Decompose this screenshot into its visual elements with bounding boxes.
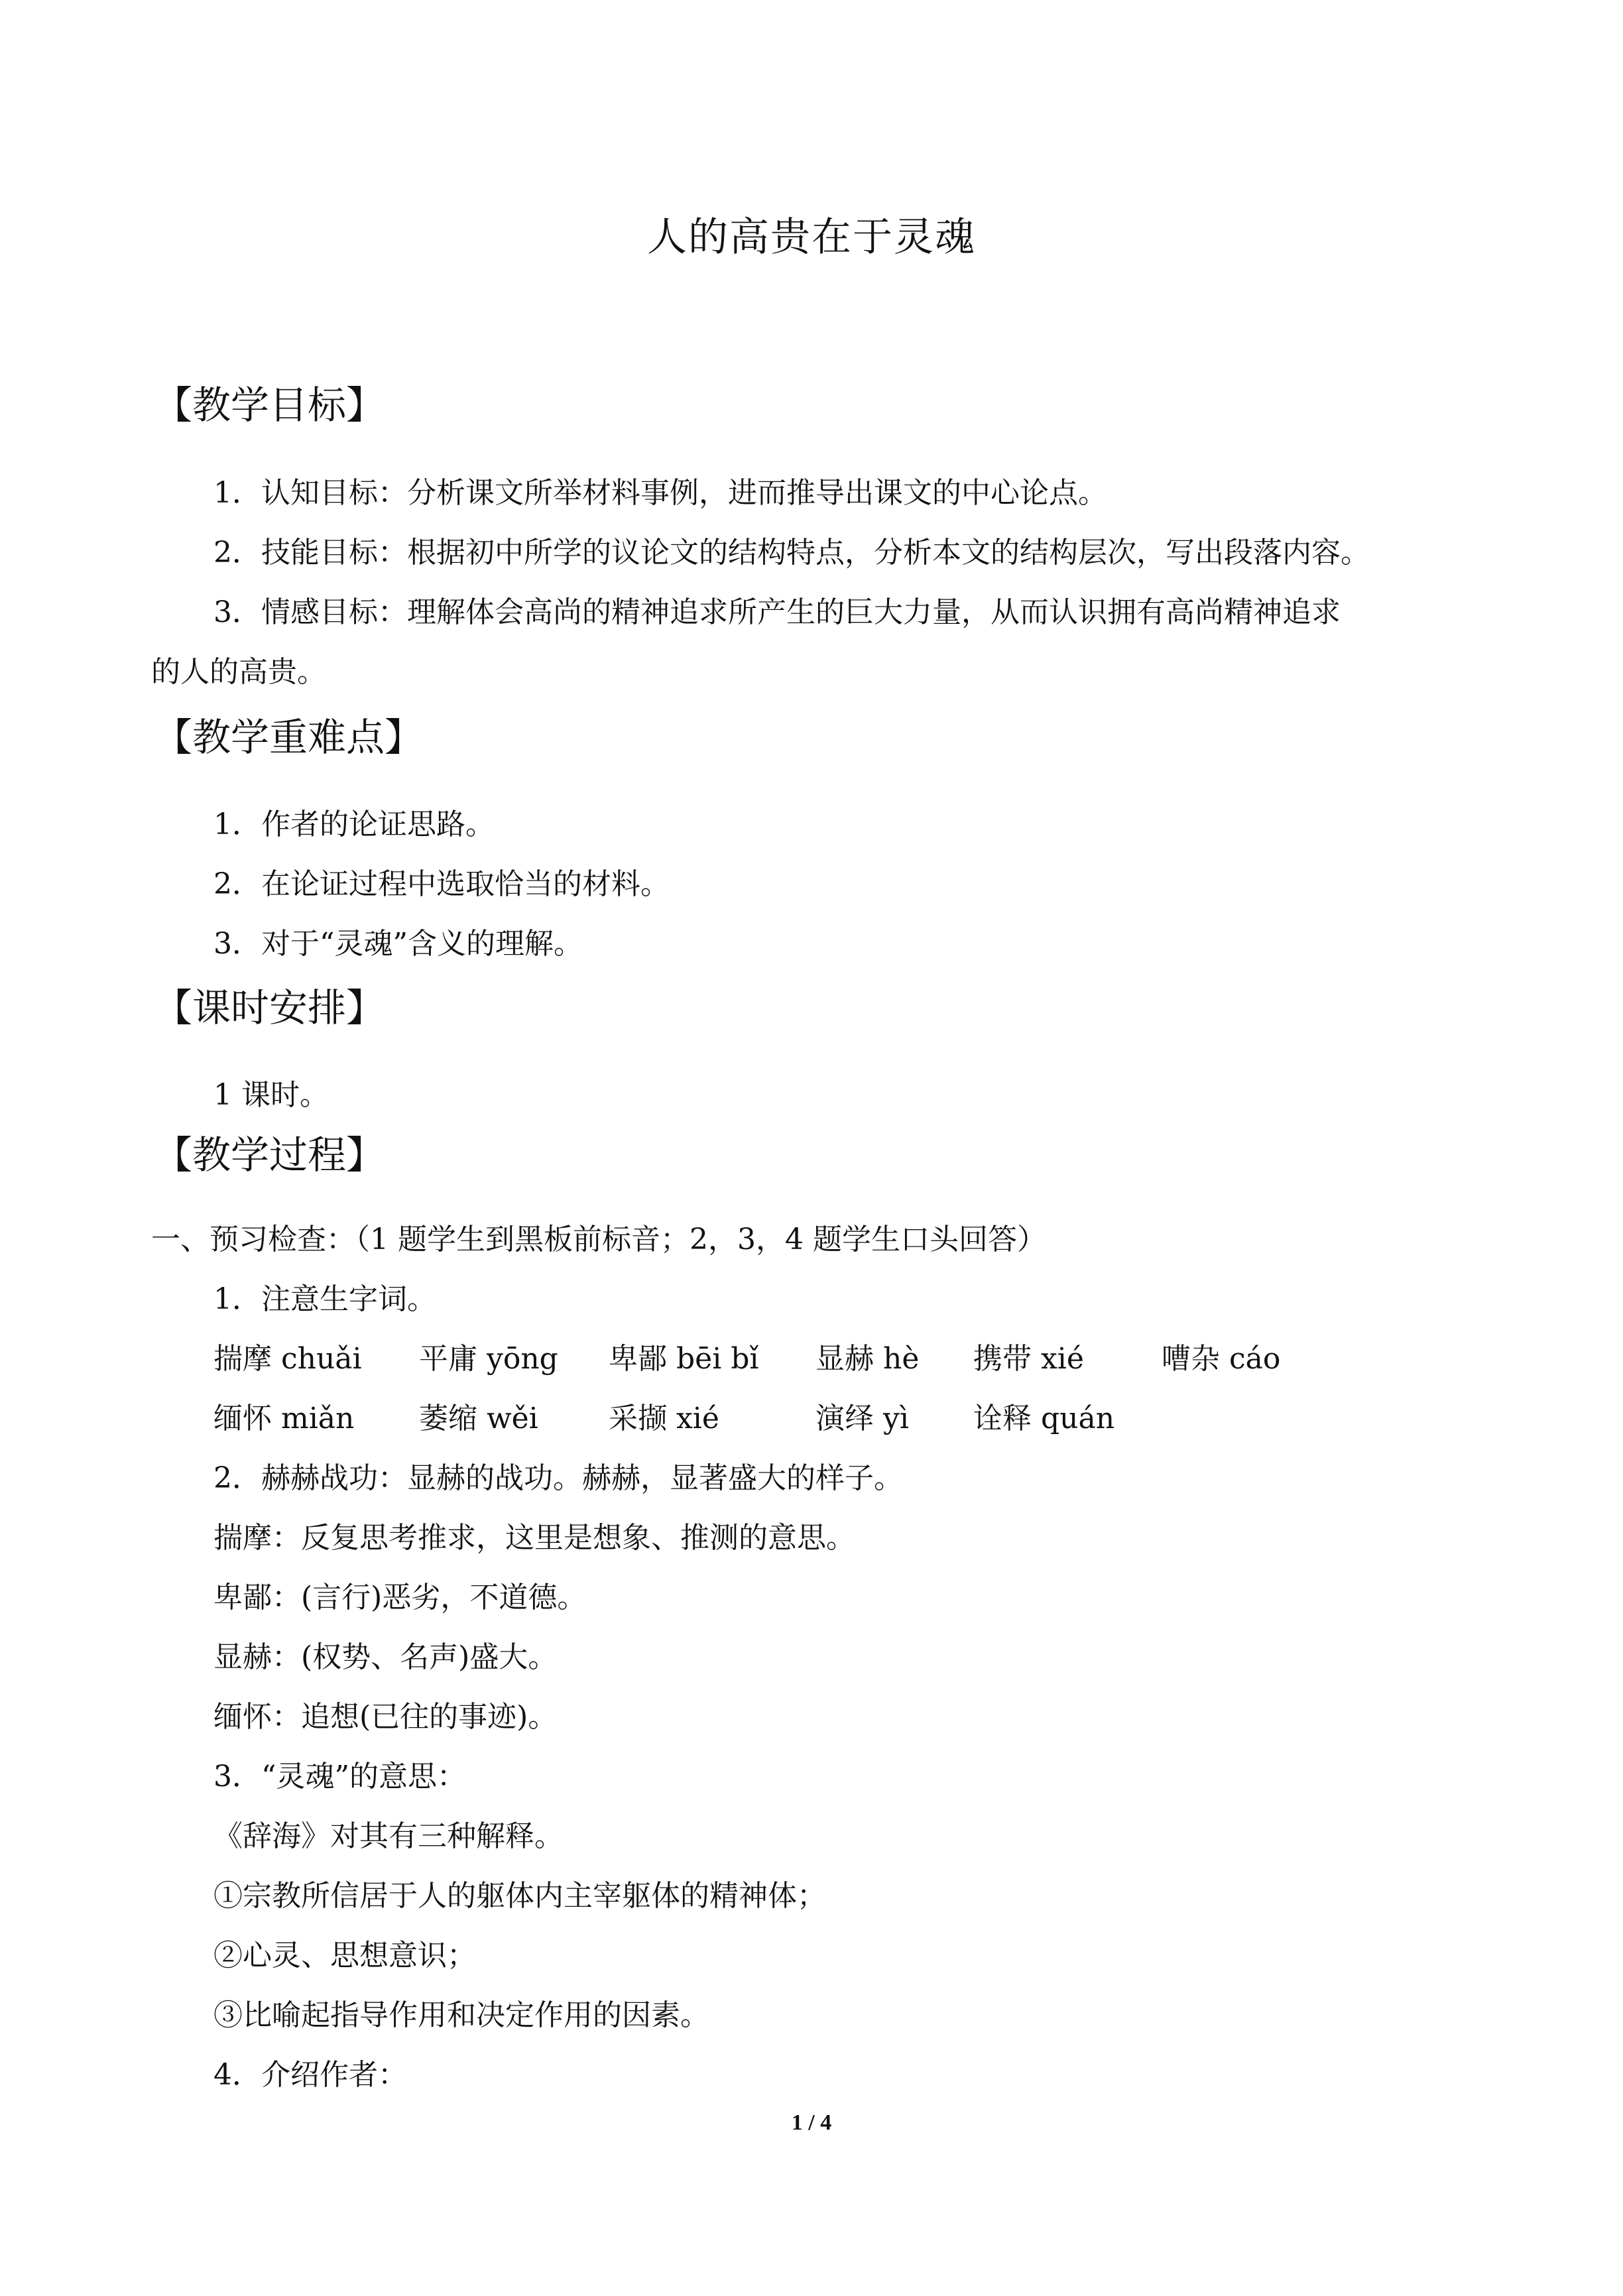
definition-line: 显赫：(权势、名声)盛大。	[213, 1640, 558, 1674]
definition-line: 缅怀：追想(已往的事迹)。	[213, 1700, 558, 1734]
vocab-word: 诠释 quán	[973, 1402, 1115, 1435]
vocab-word: 采撷 xié	[609, 1402, 719, 1435]
process-intro: 一、预习检查：（1 题学生到黑板前标音；2，3，4 题学生口头回答）	[151, 1223, 1046, 1256]
objective-item: 3．情感目标：理解体会高尚的精神追求所产生的巨大力量，从而认识拥有高尚精神追求	[213, 595, 1341, 629]
vocab-word: 卑鄙 bēi bǐ	[609, 1342, 759, 1376]
objective-item-continued: 的人的高贵。	[151, 655, 326, 689]
definition-line: 卑鄙：(言行)恶劣，不道德。	[213, 1581, 587, 1614]
objective-item: 2．技能目标：根据初中所学的议论文的结构特点，分析本文的结构层次，写出段落内容。	[213, 536, 1370, 570]
section-heading-process: 【教学过程】	[154, 1132, 385, 1178]
definition-line: ②心灵、思想意识；	[213, 1939, 476, 1972]
page-number: 1 / 4	[791, 2110, 832, 2135]
document-title: 人的高贵在于灵魂	[647, 214, 976, 261]
vocab-word: 嘈杂 cáo	[1162, 1342, 1281, 1376]
key-point-item: 2．在论证过程中选取恰当的材料。	[213, 867, 670, 901]
process-question-4: 4．介绍作者：	[213, 2058, 407, 2092]
vocab-word: 缅怀 miǎn	[213, 1402, 355, 1435]
section-heading-schedule: 【课时安排】	[154, 985, 385, 1030]
section-heading-objectives: 【教学目标】	[154, 383, 385, 428]
vocab-word: 携带 xié	[973, 1342, 1084, 1376]
objective-item: 1．认知目标：分析课文所举材料事例，进而推导出课文的中心论点。	[213, 476, 1107, 510]
vocab-word: 萎缩 wěi	[419, 1402, 538, 1435]
process-question-3: 3．“灵魂”的意思：	[213, 1760, 466, 1793]
definition-line: 《辞海》对其有三种解释。	[213, 1819, 564, 1853]
definition-line: ③比喻起指导作用和决定作用的因素。	[213, 1998, 709, 2032]
definition-line: 揣摩：反复思考推求，这里是想象、推测的意思。	[213, 1521, 855, 1555]
section-heading-key-points: 【教学重难点】	[154, 715, 424, 760]
key-point-item: 3．对于“灵魂”含义的理解。	[213, 927, 583, 961]
process-question-1: 1．注意生字词。	[213, 1282, 436, 1316]
schedule-item: 1 课时。	[213, 1078, 329, 1112]
vocab-word: 演绎 yì	[815, 1402, 909, 1435]
process-question-2: 2．赫赫战功：显赫的战功。赫赫，显著盛大的样子。	[213, 1461, 903, 1495]
vocab-word: 揣摩 chuǎi	[213, 1342, 362, 1376]
definition-line: ①宗教所信居于人的躯体内主宰躯体的精神体；	[213, 1879, 826, 1913]
vocab-word: 平庸 yōng	[419, 1342, 558, 1376]
vocab-word: 显赫 hè	[815, 1342, 920, 1376]
key-point-item: 1．作者的论证思路。	[213, 808, 495, 841]
